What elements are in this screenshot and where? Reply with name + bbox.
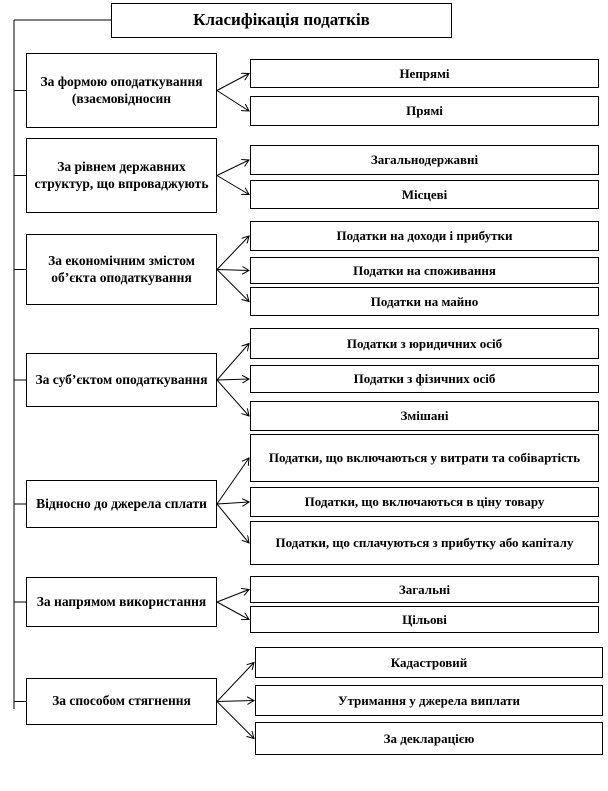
category-source: Відносно до джерела сплати	[26, 480, 217, 528]
category-level: За рівнем державних структур, що впроваджують	[26, 138, 217, 213]
arrow-connector	[217, 701, 254, 702]
category-collection: За способом стягнення	[26, 678, 217, 725]
item-profit-capital: Податки, що сплачуються з прибутку або капіталу	[250, 521, 599, 565]
arrow-connector	[217, 380, 249, 416]
arrow-connector	[217, 663, 254, 702]
item-local: Місцеві	[250, 180, 599, 209]
arrow-connector	[217, 160, 249, 176]
category-economic: За економічним змістом об’єкта оподаткування	[26, 234, 217, 305]
item-legal-entities: Податки з юридичних осіб	[250, 328, 599, 359]
item-price: Податки, що включаються в ціну товару	[250, 487, 599, 517]
arrow-connector	[217, 590, 249, 603]
item-cadastral: Кадастровий	[255, 647, 603, 678]
diagram-title: Класифікація податків	[111, 3, 452, 38]
item-state: Загальнодержавні	[250, 145, 599, 175]
item-declaration: За декларацією	[255, 722, 603, 755]
arrow-connector	[217, 74, 249, 91]
item-consumption-tax: Податки на споживання	[250, 257, 599, 284]
category-form: За формою оподаткування (взаємовідносин	[26, 53, 217, 128]
item-property-tax: Податки на майно	[250, 287, 599, 316]
item-targeted: Цільові	[250, 606, 599, 633]
arrow-connector	[217, 91, 249, 112]
arrow-connector	[217, 270, 249, 302]
arrow-connector	[217, 236, 249, 270]
arrow-connector	[217, 270, 249, 271]
item-expenses: Податки, що включаються у витрати та собівартість	[250, 434, 599, 482]
item-mixed: Змішані	[250, 401, 599, 431]
item-withholding: Утримання у джерела виплати	[255, 685, 603, 716]
item-general: Загальні	[250, 576, 599, 603]
arrow-connector	[217, 458, 249, 504]
item-direct: Прямі	[250, 96, 599, 126]
item-individuals: Податки з фізичних осіб	[250, 365, 599, 393]
arrow-connector	[217, 379, 249, 380]
item-indirect: Непрямі	[250, 59, 599, 88]
item-income-tax: Податки на доходи і прибутки	[250, 221, 599, 251]
arrow-connector	[217, 602, 249, 620]
arrow-connector	[217, 176, 249, 195]
arrow-connector	[217, 702, 254, 739]
arrow-connector	[217, 344, 249, 381]
arrow-connector	[217, 504, 249, 543]
category-usage: За напрямом використання	[26, 577, 217, 627]
arrow-connector	[217, 502, 249, 504]
category-subject: За суб’єктом оподаткування	[26, 353, 217, 407]
